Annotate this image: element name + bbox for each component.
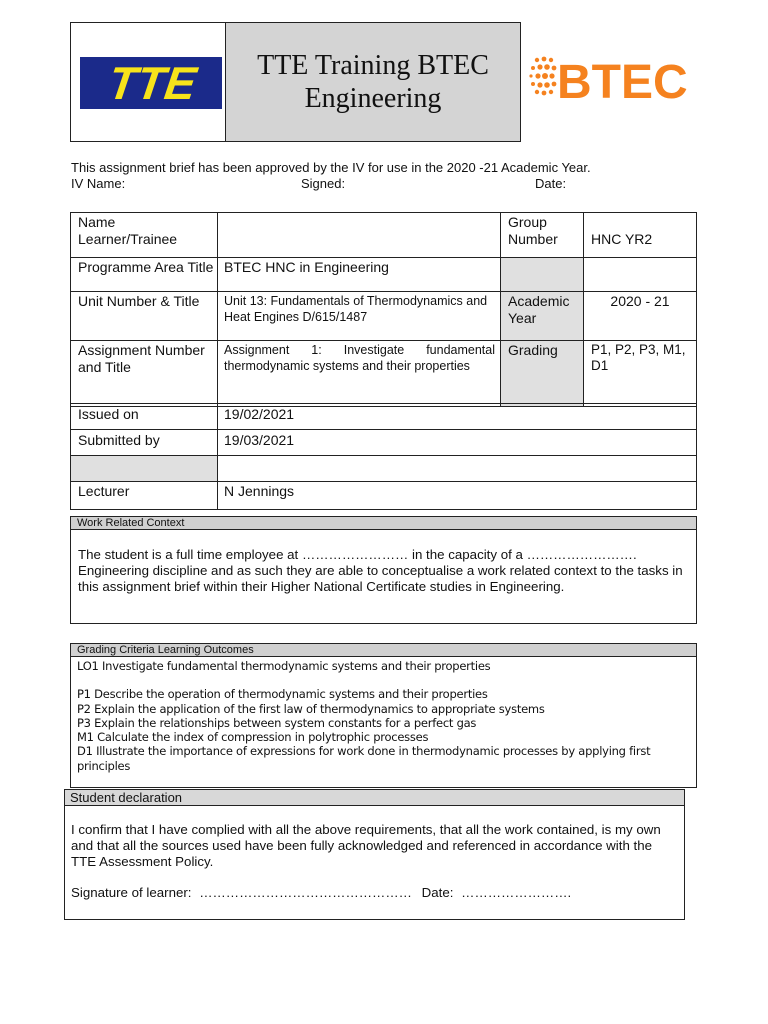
- submitted-label: Submitted by: [71, 430, 218, 455]
- btec-dots-icon: [529, 57, 556, 96]
- programme-label: Programme Area Title: [71, 258, 218, 292]
- tte-logo: [80, 57, 222, 109]
- grading-criteria-heading: Grading Criteria Learning Outcomes: [70, 643, 697, 657]
- grading-value: P1, P2, P3, M1, D1: [584, 341, 697, 407]
- page-title: TTE Training BTEC Engineering: [257, 50, 489, 114]
- group-label: Group Number: [501, 213, 584, 258]
- issued-value: 19/02/2021: [224, 406, 295, 422]
- header-title-cell: [226, 23, 520, 141]
- approval-line: This assignment brief has been approved by the IV for use in the 2020 -21 Academic Year.: [71, 160, 591, 175]
- programme-blank-cell: [501, 258, 584, 292]
- academic-value: 2020 - 21: [584, 292, 697, 341]
- declaration-box: [64, 789, 685, 920]
- submitted-value: 19/03/2021: [224, 432, 295, 448]
- work-context-heading: Work Related Context: [70, 516, 697, 530]
- work-context-box: [70, 529, 697, 624]
- issued-label: Issued on: [71, 404, 218, 429]
- assignment-info-table: [70, 212, 697, 407]
- table-row: [71, 258, 697, 292]
- declaration-date-label: Date:: [421, 885, 454, 900]
- unit-label: Unit Number & Title: [71, 292, 218, 341]
- btec-logo-text: BTEC: [557, 56, 688, 109]
- signature-line: [71, 885, 571, 901]
- lo1-item: LO1 Investigate fundamental thermodynamic systems and their properties: [77, 659, 491, 673]
- declaration-date-dots: …………………….: [461, 885, 572, 900]
- name-value: [218, 213, 501, 258]
- submitted-row: [70, 429, 697, 456]
- table-row: [71, 213, 697, 258]
- table-row: [71, 292, 697, 341]
- grading-criteria-list: [71, 657, 696, 773]
- signature-dots: …………………………………………: [199, 885, 412, 900]
- lecturer-value: N Jennings: [224, 483, 295, 499]
- declaration-heading: Student declaration: [65, 790, 684, 806]
- m1-item: M1 Calculate the index of compression in polytrophic processes: [77, 730, 429, 745]
- programme-blank-value: [584, 258, 697, 292]
- academic-label: Academic Year: [501, 292, 584, 341]
- group-value: HNC YR2: [584, 213, 697, 258]
- grading-criteria-box: [70, 656, 697, 788]
- tte-logo-text: TTE: [105, 57, 200, 109]
- signature-label: Signature of learner:: [71, 885, 192, 900]
- assignment-label: Assignment Number and Title: [71, 341, 218, 407]
- p3-item: P3 Explain the relationships between system constants for a perfect gas: [77, 715, 477, 730]
- grading-label: Grading: [501, 341, 584, 407]
- declaration-text: I confirm that I have complied with all the above requirements, that all the work contained, is my own and that all the sources used have been fully acknowledged and referenced in accordance with the TTE Assessment Policy.: [71, 822, 661, 869]
- p2-item: P2 Explain the application of the first law of thermodynamics to appropriate systems: [77, 701, 545, 716]
- signed-label: Signed:: [301, 176, 346, 191]
- iv-name-label: IV Name:: [71, 176, 126, 191]
- blank-label: [71, 456, 218, 481]
- programme-value: BTEC HNC in Engineering: [218, 258, 501, 292]
- work-context-text: The student is a full time employee at …………………… in the capacity of a ……………………. Engineering discipline and as such they are able to conceptualise a work related context to the tasks in this assignment brief within their Higher National Certificate studies in Engineering.: [78, 547, 683, 594]
- assignment-value: Assignment 1: Investigate fundamental thermodynamic systems and their properties: [218, 341, 501, 407]
- name-label: Name Learner/Trainee: [71, 213, 218, 258]
- date-label: Date:: [535, 176, 567, 191]
- issued-row: [70, 403, 697, 430]
- lecturer-label: Lecturer: [71, 482, 218, 509]
- lecturer-row: [70, 481, 697, 510]
- p1-item: P1 Describe the operation of thermodynamic systems and their properties: [77, 687, 488, 702]
- blank-row: [70, 455, 697, 482]
- unit-value: Unit 13: Fundamentals of Thermodynamics and Heat Engines D/615/1487: [218, 292, 501, 341]
- d1-item: D1 Illustrate the importance of expressions for work done in thermodynamic processes by applying first principles: [77, 744, 651, 773]
- btec-logo: [527, 50, 702, 110]
- table-row: [71, 341, 697, 407]
